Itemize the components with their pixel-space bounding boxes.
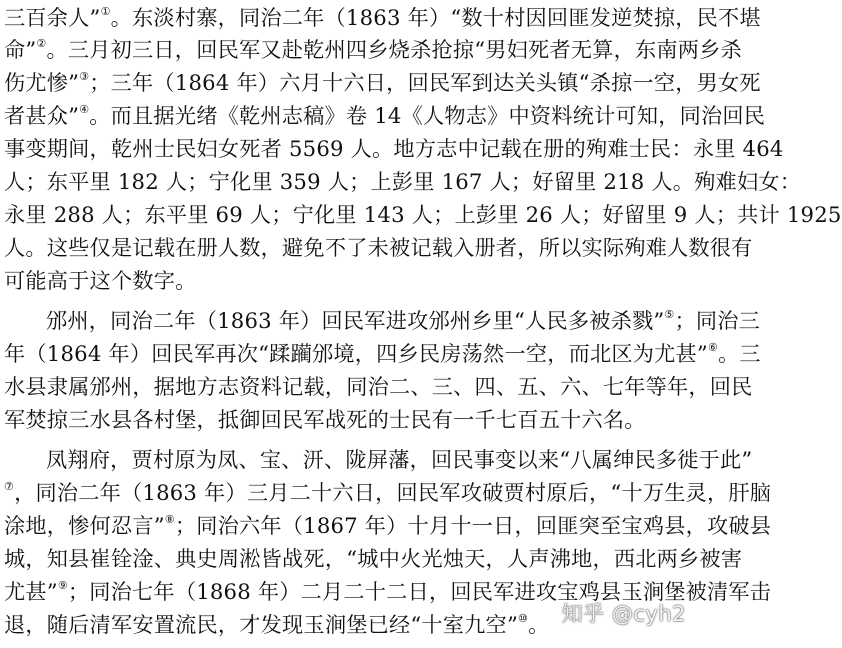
text-line: 水县隶属邠州，据地方志资料记载，同治二、三、四、五、六、七年等年，回民 bbox=[4, 374, 753, 399]
footnote-marker: ⑨ bbox=[57, 578, 68, 592]
text-line: 人；东平里 182 人；宁化里 359 人；上彭里 167 人；好留里 218 人。殉难妇女： bbox=[4, 169, 802, 194]
text-line: 邠州，同治二年（1863 年）回民军进攻邠州乡里“人民多被杀戮”⑤；同治三 bbox=[46, 307, 761, 333]
footnote-marker: ② bbox=[36, 36, 47, 50]
footnote-marker: ⑥ bbox=[707, 340, 719, 354]
zhihu-watermark: 知乎 @cyh2 bbox=[561, 602, 686, 626]
footnote-marker: ⑤ bbox=[664, 307, 675, 321]
text-line: 永里 288 人；东平里 69 人；宁化里 143 人；上彭里 26 人；好留里 9 人；共计 1925 bbox=[4, 202, 842, 227]
text-line: 事变期间，乾州士民妇女死者 5569 人。地方志中记载在册的殉难士民：永里 464 bbox=[4, 136, 784, 161]
footnote-marker: ⑩ bbox=[517, 611, 529, 625]
footnote-marker: ⑦ bbox=[4, 479, 15, 493]
footnote-marker: ⑧ bbox=[164, 512, 175, 526]
text-line: 可能高于这个数字。 bbox=[4, 268, 197, 293]
text-line: 伤尤惨”③；三年（1864 年）六月十六日，回民军到达关头镇“杀掠一空，男女死 bbox=[4, 69, 761, 95]
text-line: 尤甚”⑨；同治七年（1868 年）二月二十二日，回民军进攻宝鸡县玉涧堡被清军击 bbox=[4, 578, 772, 604]
footnote-marker: ③ bbox=[79, 69, 90, 83]
text-line: 者甚众”④。而且据光绪《乾州志稿》卷 14《人物志》中资料统计可知，同治回民 bbox=[4, 102, 766, 128]
text-line: 人。这些仅是记载在册人数，避免不了未被记载入册者，所以实际殉难人数很有 bbox=[4, 235, 753, 260]
text-line: 退，随后清军安置流民，才发现玉涧堡已经“十室九空”⑩。 bbox=[4, 611, 550, 637]
text-line: 涂地，惨何忍言”⑧；同治六年（1867 年）十月十一日，回匪突至宝鸡县，攻破县 bbox=[4, 512, 772, 538]
text-line: 三百余人”①。东淡村寨，同治二年（1863 年）“数十村因回匪发逆焚掠，民不堪 bbox=[4, 4, 761, 30]
footnote-marker: ④ bbox=[79, 102, 90, 116]
text-line: 年（1864 年）回民军再次“蹂躏邠境，四乡民房荡然一空，而北区为尤甚”⑥。三 bbox=[4, 340, 761, 366]
text-line: 军焚掠三水县各村堡，抵御回民军战死的士民有一千七百五十六名。 bbox=[4, 407, 646, 432]
text-line: 城，知县崔铨淦、典史周淞皆战死，“城中火光烛天，人声沸地，西北两乡被害 bbox=[4, 546, 743, 571]
text-line: 命”②。三月初三日，回民军又赴乾州四乡烧杀抢掠“男妇死者无算，东南两乡杀 bbox=[4, 36, 742, 62]
text-line: 凤翔府，贾村原为凤、宝、汧、陇屏藩，回民事变以来“八属绅民多徙于此” bbox=[46, 447, 753, 472]
text-line: ⑦，同治二年（1863 年）三月二十六日，回民军攻破贾村原后，“十万生灵，肝脑 bbox=[4, 479, 772, 505]
footnote-marker: ① bbox=[100, 4, 111, 18]
